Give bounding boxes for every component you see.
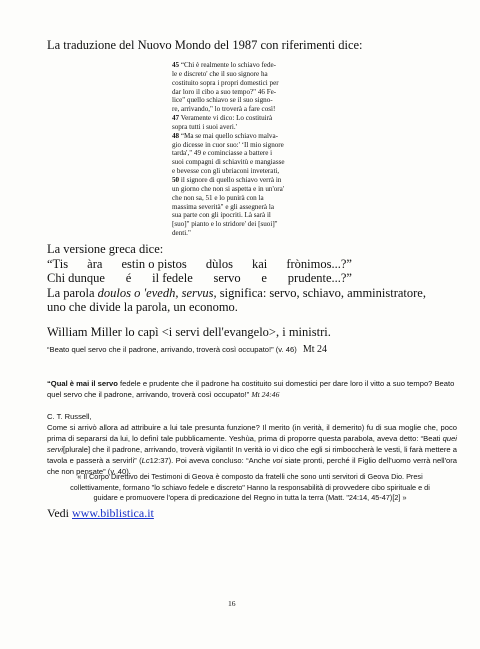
quote-line	[172, 70, 312, 79]
quote-line	[172, 96, 312, 105]
greek-word: estin o pistos	[121, 256, 187, 271]
page-heading: La traduzione del Nuovo Mondo del 1987 con riferimenti dice:	[47, 38, 363, 52]
greek-word: kai	[252, 256, 268, 271]
quote-line-text: Veramente vi dico: Lo costituirà	[179, 114, 273, 123]
quote-line-text: sopra tutti i suoi averi.'	[172, 122, 237, 131]
quote-line	[172, 176, 312, 185]
quote-line	[172, 194, 312, 203]
quote-line-text: dar loro il cibo a suo tempo?" 46 Fe-	[172, 87, 277, 96]
verse-number: 47	[172, 114, 180, 123]
scripture-ref: Mt 24	[302, 344, 328, 355]
quote-line	[172, 203, 312, 212]
scripture-ref: Mt 24:46	[251, 390, 280, 399]
italian-word: prudente...?”	[287, 271, 352, 285]
author-name: C. T. Russell,	[47, 412, 92, 421]
quote-line-text: tarda'," 49 e cominciasse a battere i	[172, 149, 273, 158]
quote-line	[172, 114, 312, 123]
verse-number: 45	[172, 61, 180, 69]
greek-version-section	[47, 242, 447, 315]
quote-line-text: [suo]" pianto e lo stridore' dei [suoi]"	[172, 220, 278, 229]
italian-translation-row	[47, 271, 352, 286]
quote-line-text: e bevesse con gli ubriaconi inveterati,	[172, 167, 280, 176]
word-meaning-paragraph: La parola doulos o 'evedh, servus, significa: servo, schiavo, amministratore, uno che divide la parola, un economo.	[47, 285, 426, 314]
greek-word: “Tis	[47, 256, 69, 271]
quote-line	[172, 105, 312, 114]
quote-line-text: gio dicesse in cuor suo:' ‘Il mio signore	[172, 140, 284, 149]
quote-line-text: che non sa, 51 e lo punirà con la	[172, 193, 264, 202]
quote-line	[172, 220, 312, 229]
verse-number: 48	[172, 131, 180, 140]
greek-intro: La versione greca dice:	[47, 242, 164, 256]
greek-transliteration-row	[47, 257, 352, 272]
quote-line-text: re, arrivando," lo troverà a fare così!	[172, 105, 276, 114]
william-miller-line: William Miller lo capì <i servi dell'evangelo>, i ministri.	[47, 325, 331, 339]
quote-line-text: denti."	[172, 229, 191, 238]
page-number: 16	[228, 599, 236, 608]
quote-line	[172, 61, 312, 70]
italian-word: e	[261, 271, 267, 285]
quote-line-text: massima severità" e gli assegnerà la	[172, 202, 274, 211]
website-link[interactable]: www.biblistica.it	[72, 506, 154, 520]
italian-word: servo	[213, 271, 241, 285]
quote-line	[172, 132, 312, 141]
russell-section	[47, 411, 457, 477]
see-also-line: Vedi www.biblistica.it	[47, 506, 154, 520]
quote-line	[172, 211, 312, 220]
quote-line-text: un giorno che non si aspetta e in un'ora'	[172, 184, 285, 193]
quote-line	[172, 158, 312, 167]
quote-line-text: costituito sopra i propri domestici per	[172, 78, 279, 87]
question-paragraph: “Qual è mai il servo fedele e prudente che il padrone ha costituito sui domestici per dare loro il vitto a suo tempo? Beato quel servo che il padrone, arrivando, troverà così occupato!” Mt 24:46	[47, 379, 455, 399]
italian-word: é	[125, 271, 132, 285]
greek-word: dùlos	[205, 256, 233, 271]
greek-word: frònimos...?”	[286, 256, 352, 271]
scripture-quote-block	[172, 61, 312, 238]
quote-line-text: “Ma se mai quello schiavo malva-	[179, 131, 278, 140]
quote-line	[172, 123, 312, 132]
governing-body-quote: « Il Corpo Direttivo dei Testimoni di Geova è composto da fratelli che sono unti servitori di Geova Dio. Presi collettivamente, formano "lo schiavo fedele e discreto" Hanno la responsabilità di provvedere cibo spirituale e di guidare e promuovere l'opera di predicazione del Regno in tutta la terra (Matt. "24:14, 45-47)[2] »	[70, 472, 430, 502]
quote-line	[172, 88, 312, 97]
italian-word: il fedele	[152, 271, 193, 285]
quote-line	[172, 229, 312, 238]
quote-line	[172, 167, 312, 176]
russell-paragraph: Come si arrivò allora ad attribuire a lui tale presunta funzione? Il merito (in verità, il demerito) fu di sua moglie che, poco prima di separarsi da lui, lo definì tale pubblicamente. Yeshùa, prima di proporre questa parabola, aveva detto: “Beati quei servi[plurale] che il padrone, arrivando, troverà vigilanti! In verità io vi dico che egli si rimboccherà le vesti, li farà mettere a tavola e passerà a servirli” (Lc12:37). Poi aveva concluso: “Anche voi siate pronti, perché il Figlio dell'uomo verrà nell'ora che non pensate” (v. 40).	[47, 423, 457, 476]
quote-line	[172, 79, 312, 88]
quote-line	[172, 149, 312, 158]
greek-word: àra	[87, 256, 103, 271]
quote-line	[172, 185, 312, 194]
quote-line-text: le e discreto' che il suo signore ha	[172, 69, 268, 78]
quote-line-text: suoi compagni di schiavitù e mangiasse	[172, 158, 285, 167]
italian-word: Chi dunque	[47, 271, 105, 285]
verse-number: 50	[172, 175, 180, 184]
quote-line-text: sua parte con gli ipocriti. Là sarà il	[172, 211, 271, 220]
quote-line	[172, 141, 312, 150]
quote-line-text: “Chi è realmente lo schiavo fede-	[179, 61, 276, 69]
quote-line-text: il signore di quello schiavo verrà in	[179, 175, 282, 184]
greek-terms: doulos o 'evedh, servus,	[97, 285, 217, 300]
beatitude-quote: “Beato quel servo che il padrone, arrivando, troverà così occupato!” (v. 46) Mt 24	[47, 344, 328, 355]
quote-line-text: lice" quello schiavo se il suo signo-	[172, 96, 273, 105]
